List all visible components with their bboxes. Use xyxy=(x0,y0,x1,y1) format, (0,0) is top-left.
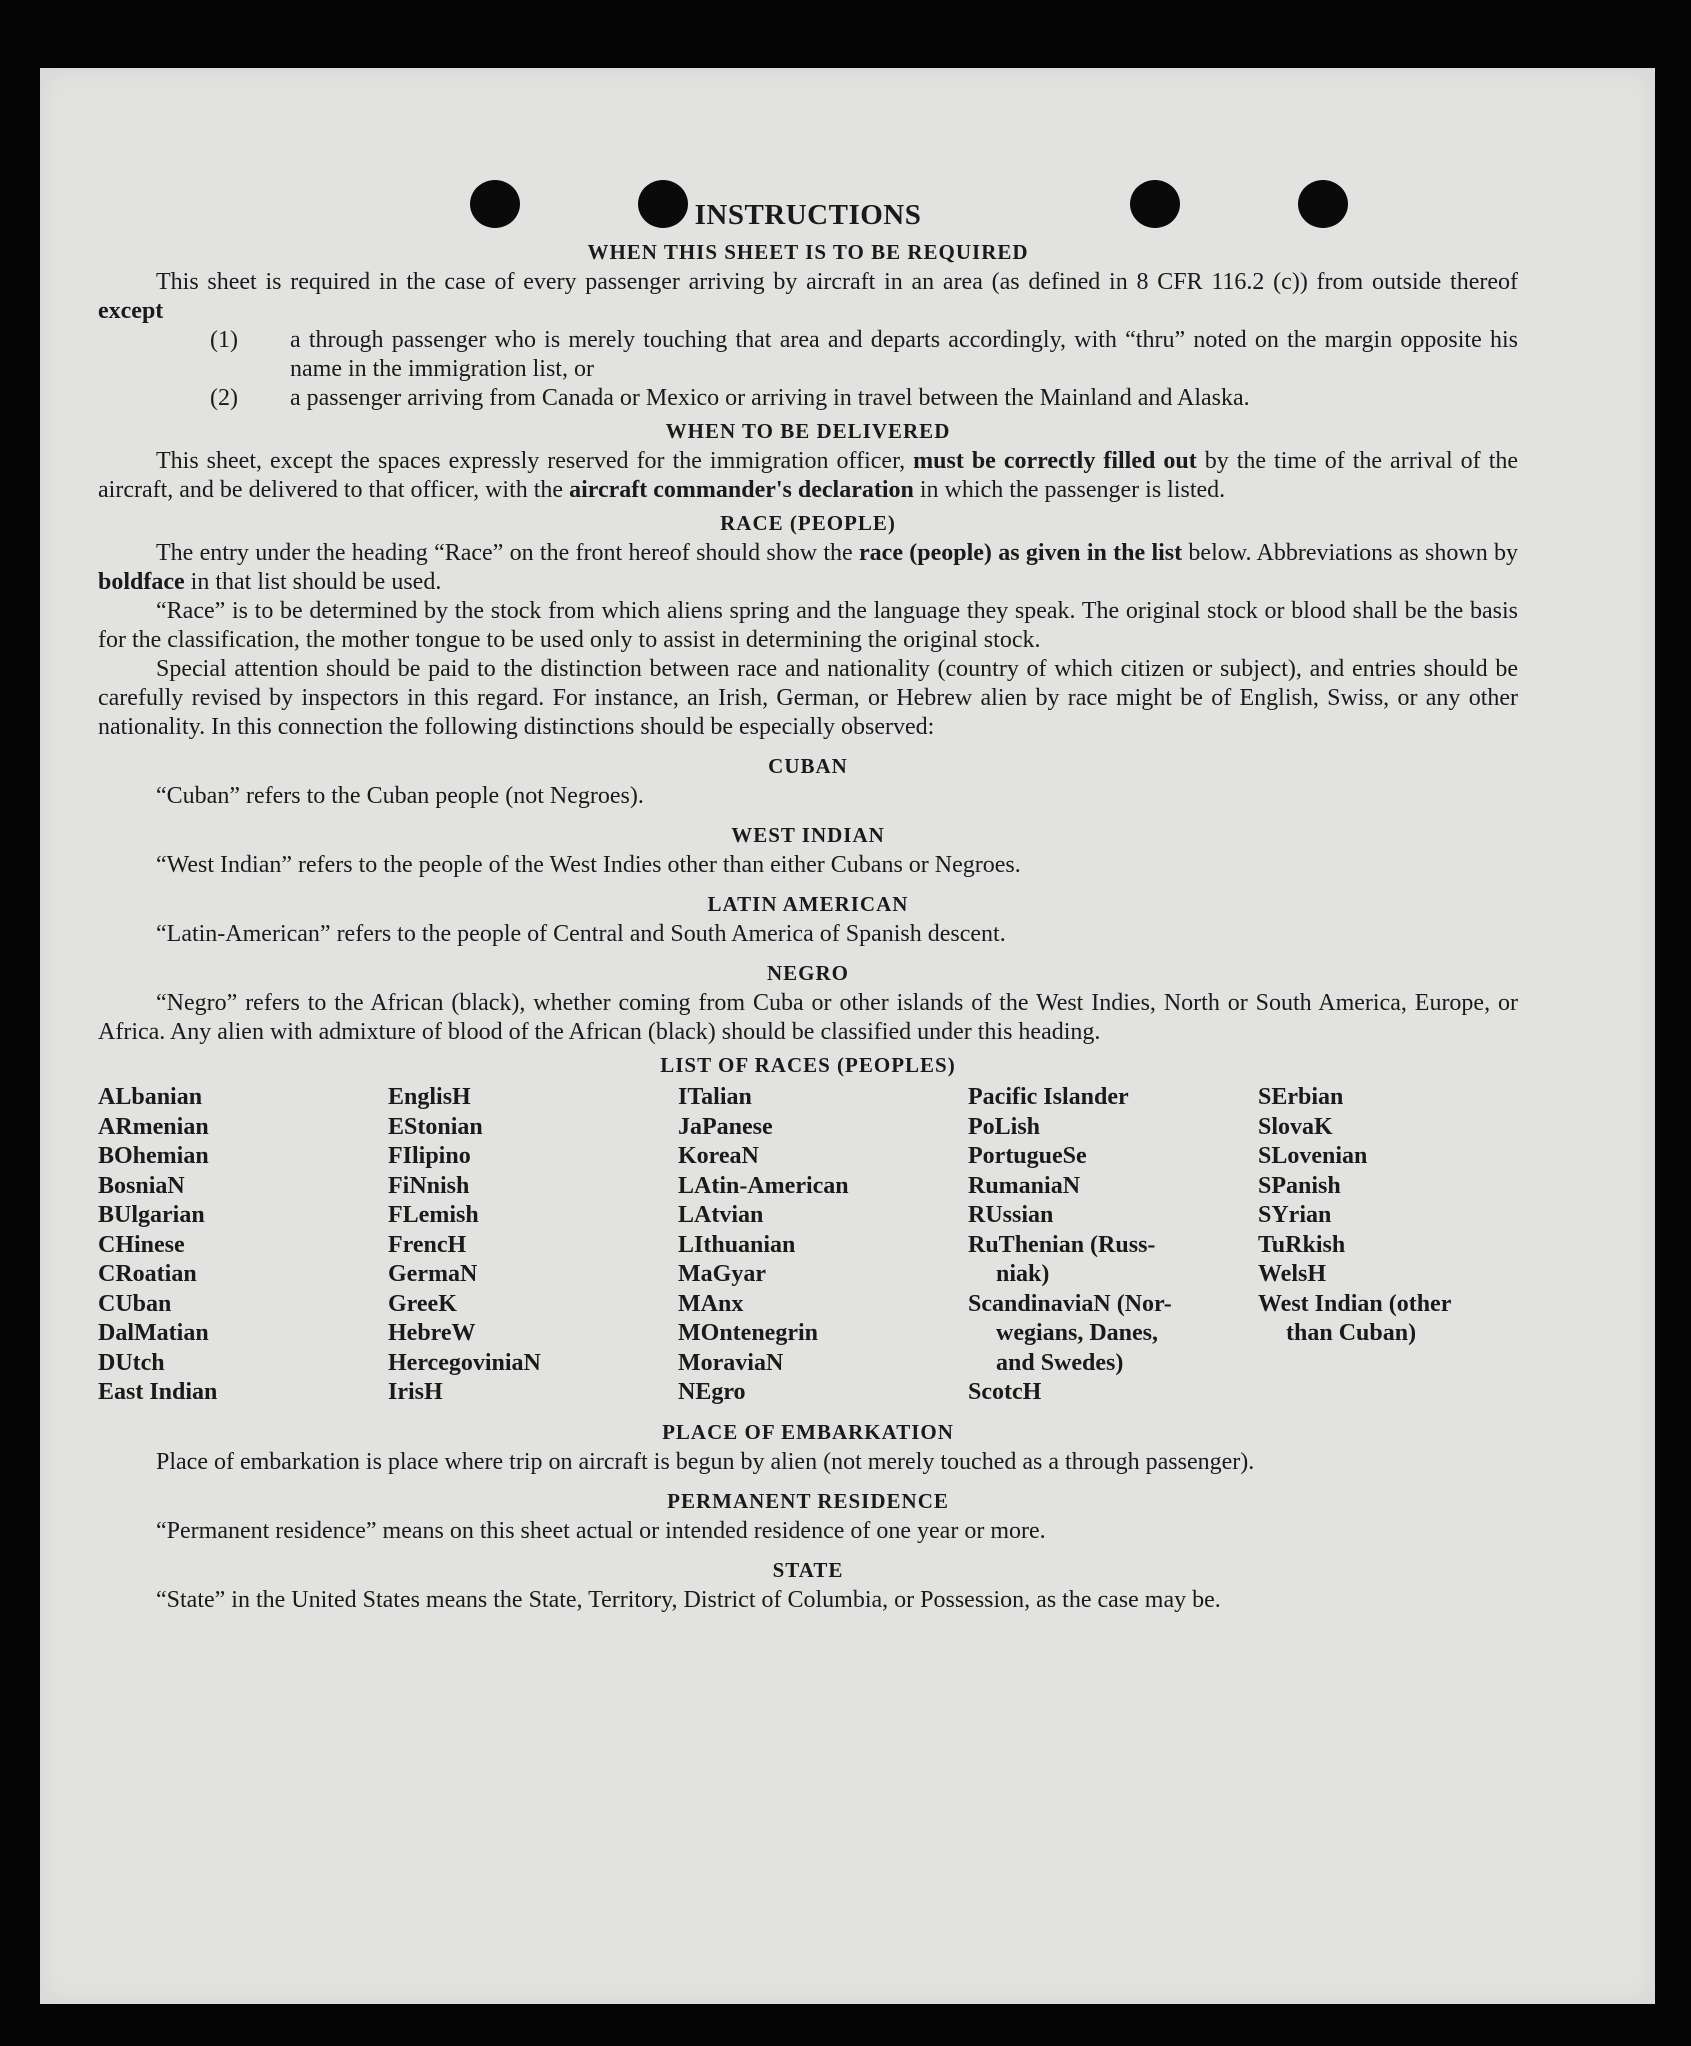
list-item: LIthuanian xyxy=(678,1231,796,1258)
race-paragraph: “Race” is to be determined by the stock from which aliens spring and the language they speak. The original stock or blood shall be the basis for the classification, the mother tongue to be used only to assist in determining the original stock. xyxy=(98,598,1518,653)
section-heading-races-list: LIST OF RACES (PEOPLES) xyxy=(660,1053,956,1077)
exception-item: (1) a through passenger who is merely touching that area and departs accordingly, with “thru” noted on the margin opposite his name in the immigration list, or xyxy=(210,327,1518,382)
section-heading-cuban: CUBAN xyxy=(768,754,848,778)
list-item: DUtch xyxy=(98,1349,165,1376)
list-item: niak) xyxy=(996,1261,1050,1287)
list-item: FiNnish xyxy=(388,1172,470,1199)
list-item: CUban xyxy=(98,1290,172,1317)
race-paragraph: The entry under the heading “Race” on the front hereof should show the race (people) as given in the list below. Abbreviations as shown by boldface in that list should be used. xyxy=(98,540,1519,595)
races-column xyxy=(388,1083,678,1408)
list-item: NEgro xyxy=(678,1379,746,1405)
list-item: MOntenegrin xyxy=(678,1320,818,1346)
list-item: FIlipino xyxy=(388,1143,471,1169)
page-title: INSTRUCTIONS xyxy=(694,199,922,231)
section-heading-embarkation: PLACE OF EMBARKATION xyxy=(662,1419,954,1444)
list-item: RUssian xyxy=(968,1202,1054,1228)
list-item: RuThenian (Russ- xyxy=(968,1231,1156,1258)
list-item: ARmenian xyxy=(98,1113,209,1140)
list-item: and Swedes) xyxy=(996,1349,1124,1376)
list-item: ScotcH xyxy=(968,1379,1042,1405)
races-column xyxy=(98,1083,388,1408)
list-item: than Cuban) xyxy=(1286,1320,1417,1346)
list-item: MaGyar xyxy=(678,1261,766,1287)
list-item: HebreW xyxy=(388,1320,476,1346)
race-paragraph: Special attention should be paid to the distinction between race and nationality (country of which citizen or subject), and entries should be carefully revised by inspectors in this regard. For instance, an Irish, German, or Hebrew alien by race might be of English, Swiss, or any other nationality. In this connection the following distinctions should be especially observed: xyxy=(98,656,1518,740)
list-item: DalMatian xyxy=(98,1320,209,1346)
list-item: SPanish xyxy=(1258,1172,1341,1199)
residence-text: “Permanent residence” means on this sheet actual or intended residence of one year or more. xyxy=(156,1517,1046,1544)
list-item: GermaN xyxy=(388,1261,478,1287)
list-item: EStonian xyxy=(388,1113,483,1140)
section-heading-race: RACE (PEOPLE) xyxy=(720,511,896,535)
required-intro: This sheet is required in the case of every passenger arriving by aircraft in an area (as defined in 8 CFR 116.2 (c)) from outside thereof except xyxy=(98,269,1518,324)
list-item: PortugueSe xyxy=(968,1143,1087,1169)
list-item: BosniaN xyxy=(98,1172,185,1199)
list-item: SYrian xyxy=(1258,1202,1332,1228)
west-indian-text: “West Indian” refers to the people of the West Indies other than either Cubans or Negroes. xyxy=(156,852,1021,878)
cuban-text: “Cuban” refers to the Cuban people (not Negroes). xyxy=(156,783,644,809)
list-item: SlovaK xyxy=(1258,1113,1333,1140)
list-item: ALbanian xyxy=(98,1084,203,1110)
list-item: JaPanese xyxy=(678,1113,773,1140)
section-heading-residence: PERMANENT RESIDENCE xyxy=(667,1488,949,1513)
list-item: BUlgarian xyxy=(98,1202,205,1228)
section-heading-required: WHEN THIS SHEET IS TO BE REQUIRED xyxy=(587,240,1029,264)
delivered-text: This sheet, except the spaces expressly reserved for the immigration officer, must be correctly filled out by the time of the arrival of the aircraft, and be delivered to that officer, with the aircraft commander's declaration in which the passenger is listed. xyxy=(98,448,1519,503)
list-item: PoLish xyxy=(968,1113,1041,1140)
races-column xyxy=(968,1083,1258,1408)
section-heading-negro: NEGRO xyxy=(766,961,849,985)
list-item: WelsH xyxy=(1258,1261,1327,1287)
section-heading-latin-american: LATIN AMERICAN xyxy=(707,892,909,916)
state-text: “State” in the United States means the State, Territory, District of Columbia, or Possession, as the case may be. xyxy=(156,1586,1221,1613)
section-heading-state: STATE xyxy=(772,1557,844,1582)
list-item: SErbian xyxy=(1258,1084,1344,1110)
list-item: HercegoviniaN xyxy=(388,1349,541,1376)
list-item: CRoatian xyxy=(98,1261,197,1287)
section-heading-west-indian: WEST INDIAN xyxy=(731,823,885,847)
list-item: MAnx xyxy=(678,1290,744,1317)
section-heading-delivered: WHEN TO BE DELIVERED xyxy=(665,419,951,443)
races-column xyxy=(678,1083,968,1408)
list-item: MoraviaN xyxy=(678,1349,784,1376)
list-item: RumaniaN xyxy=(968,1172,1081,1199)
list-item: SLovenian xyxy=(1258,1143,1368,1169)
list-item: Pacific Islander xyxy=(968,1084,1129,1110)
races-list xyxy=(98,1083,1518,1408)
list-item: FrencH xyxy=(388,1231,467,1258)
list-item: IrisH xyxy=(388,1379,443,1405)
list-item: TuRkish xyxy=(1258,1231,1346,1258)
list-item: ITalian xyxy=(678,1084,752,1110)
list-item: East Indian xyxy=(98,1379,218,1405)
list-item: LAtvian xyxy=(678,1202,764,1228)
list-item: GreeK xyxy=(388,1290,457,1317)
list-item: wegians, Danes, xyxy=(996,1320,1159,1346)
exception-item: (2) a passenger arriving from Canada or Mexico or arriving in travel between the Mainland and Alaska. xyxy=(210,385,1250,411)
embarkation-text: Place of embarkation is place where trip on aircraft is begun by alien (not merely touched as a through passenger). xyxy=(156,1448,1255,1475)
list-item: EnglisH xyxy=(388,1084,471,1110)
list-item: FLemish xyxy=(388,1202,479,1228)
list-item: ScandinaviaN (Nor- xyxy=(968,1290,1172,1317)
list-item: BOhemian xyxy=(98,1143,209,1169)
list-item: KoreaN xyxy=(678,1143,759,1169)
latin-american-text: “Latin-American” refers to the people of Central and South America of Spanish descent. xyxy=(156,921,1006,947)
races-column xyxy=(1258,1083,1518,1408)
instructions-content xyxy=(98,196,1518,1615)
list-item: West Indian (other xyxy=(1258,1290,1452,1317)
list-item: LAtin-American xyxy=(678,1172,849,1199)
list-item: CHinese xyxy=(98,1231,185,1258)
negro-text: “Negro” refers to the African (black), whether coming from Cuba or other islands of the West Indies, North or South America, Europe, or Africa. Any alien with admixture of blood of the African (black) should be classified under this heading. xyxy=(98,990,1518,1045)
